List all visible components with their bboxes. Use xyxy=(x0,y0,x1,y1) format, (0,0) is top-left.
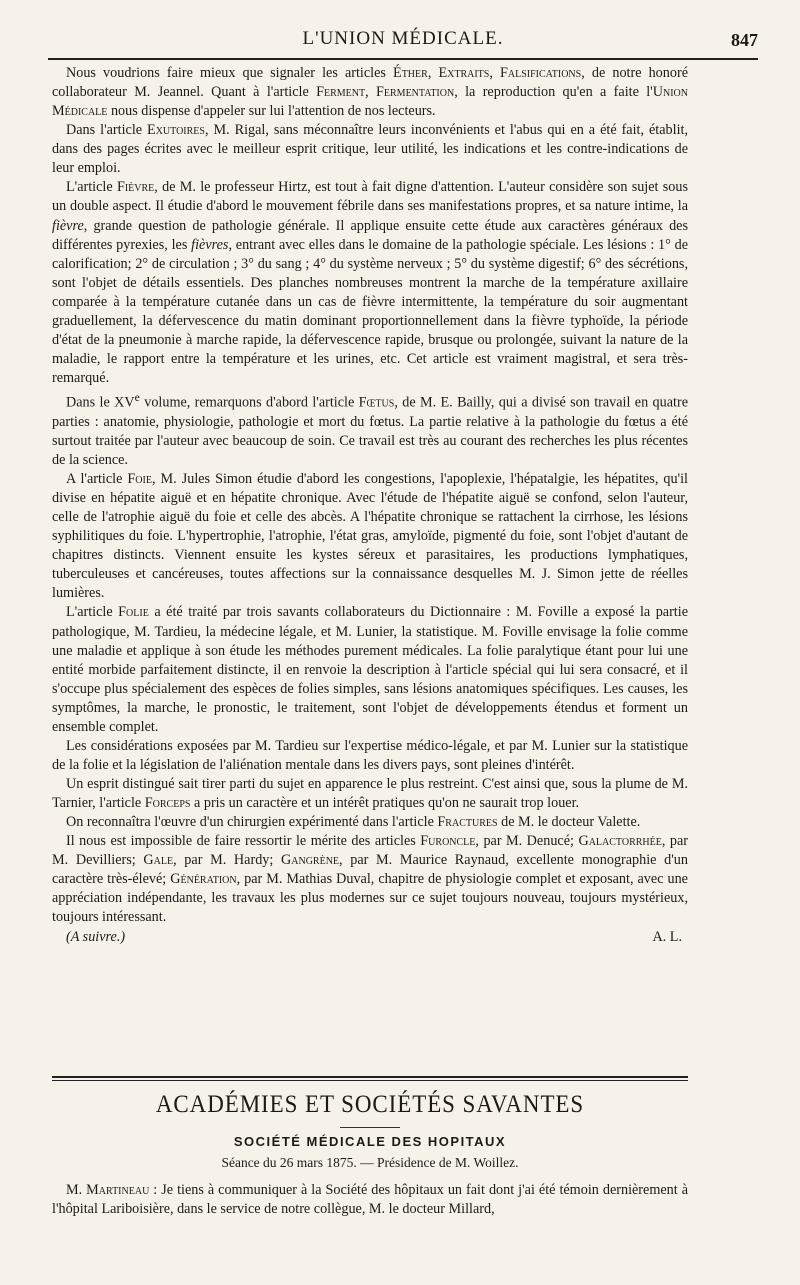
continuation-note: (A suivre.) xyxy=(66,928,126,945)
text-run: , de M. le professeur Hirtz, est tout à fait digne d'attention. L'auteur considère son sujet sous un double aspect. Il étudie d'abord le mouvement fébrile dans ses manifestations propres, et sa nature intime, la xyxy=(52,179,688,215)
article-term: Forceps xyxy=(144,795,191,812)
title-rule xyxy=(340,1127,400,1128)
opening-paragraph xyxy=(52,1181,688,1219)
article-term: Union Médicale xyxy=(52,84,688,120)
text-run: , xyxy=(427,65,439,81)
paragraph xyxy=(52,737,688,775)
article-term: Extraits xyxy=(438,65,490,81)
page-number: 847 xyxy=(731,30,758,50)
text-run: L'article xyxy=(66,179,117,196)
article-term: Fermentation xyxy=(376,84,455,101)
society-title: SOCIÉTÉ MÉDICALE DES HOPITAUX xyxy=(233,1134,507,1149)
text-run: nous dispense d'appeler sur lui l'attention de nos lecteurs. xyxy=(107,103,436,120)
text-run: , de M. E. Bailly, qui a divisé son travail en quatre parties : anatomie, physiologie, pathologie et mort du fœtus. La partie relative à la pathologie du fœtus a été surtout traitée par l'auteur avec beaucoup de soin. Ce travail est très au courant des recherches les plus récentes de la science. xyxy=(52,394,688,468)
article-term: Gangrène xyxy=(281,852,340,869)
paragraph xyxy=(52,813,688,832)
text-run: , xyxy=(489,65,500,81)
emphasis: fièvres xyxy=(191,236,229,253)
text-run: L'article xyxy=(66,604,119,621)
article-term: Fièvre xyxy=(116,179,155,196)
text-run: , par M. Denucé; xyxy=(475,833,579,850)
text-run: Nous voudrions faire mieux que signaler les articles xyxy=(66,65,394,81)
text-run: , entrant avec elles dans le domaine de la pathologie spéciale. Les lésions : 1° de calorification; 2° de circulation ; 3° du sang ; 4° du système nerveux ; 5° du système digestif; 6° des sécrétions, sont l'objet de détails essentiels. Des planches nombreuses montrent la marche de la température axillaire comparée à la température cutanée dans un cas de fièvre intermittente, la température du soir augmentant graduellement, la défervescence du matin dominant proportionnellement dans la fièvre typhoïde, la période d'état de la pneumonie à marche rapide, la défervescence rapide, brusque ou prolongée, suivant la nature de la maladie, le rapport entre la température et les urines, etc. Cet article est vraiment magistral, et sera très-remarqué. xyxy=(52,236,688,386)
paragraph xyxy=(52,775,688,813)
text-run: , grande question de pathologie générale. Il applique ensuite cette étude aux caractères généraux des différentes pyrexies, les xyxy=(52,217,688,253)
paragraph xyxy=(52,388,688,470)
text-run: On reconnaîtra l'œuvre d'un chirurgien expérimenté dans l'article xyxy=(66,814,438,831)
text-run: M. xyxy=(66,1182,87,1198)
paragraph xyxy=(52,121,688,178)
text-run: volume, remarquons d'abord l'article xyxy=(139,394,359,411)
text-run: Les considérations exposées par M. Tardieu sur l'expertise médico-légale, et par M. Lunier sur la statistique de la folie et la législation de l'aliénation mentale dans les divers pays, sont pleines d'intérêt. xyxy=(52,737,688,773)
text-run: Il nous est impossible de faire ressortir le mérite des articles xyxy=(66,833,421,850)
article-term: Ferment xyxy=(316,84,366,101)
text-run: , par M. Maurice Raynaud, excellente monographie d'un caractère très-élevé; xyxy=(52,852,688,888)
paragraph xyxy=(52,178,688,388)
text-run: A l'article xyxy=(66,471,128,488)
article-term: Fœtus xyxy=(358,394,395,411)
session-line: Séance du 26 mars 1875. — Présidence de M. Woillez. xyxy=(221,1155,519,1170)
article-term: Gale xyxy=(143,852,174,869)
paragraph xyxy=(52,832,688,927)
article-term: Exutoires xyxy=(147,122,205,139)
article-term: Fractures xyxy=(437,814,498,831)
text-run: , xyxy=(365,84,377,101)
article-term: Éther xyxy=(393,65,428,81)
text-run: a été traité par trois savants collaborateurs du Dictionnaire : M. Foville a exposé la partie pathologique, M. Tardieu, la médecine légale, et M. Lunier, la statistique. M. Foville envisage la folie comme une maladie et applique à son étude les méthodes purement médicales. La folie paralytique étant pour lui une entité morbide parfaitement distincte, il en renvoie la description à l'article spécial qui lui sera consacré, et il s'occupe plus spécialement des espèces de folies simples, sans lésions anatomiques spécifiques. Les causes, les symptômes, la marche, le pronostic, le traitement, sont l'objet de développements étendus et forment un ensemble complet. xyxy=(52,604,688,735)
byline xyxy=(52,928,688,947)
running-head xyxy=(48,22,758,62)
text-run: de M. le docteur Valette. xyxy=(497,814,641,831)
superscript: e xyxy=(134,390,140,405)
article-term: Martineau xyxy=(86,1182,150,1198)
section-title: ACADÉMIES ET SOCIÉTÉS SAVANTES xyxy=(155,1091,585,1118)
article-term: Falsifications xyxy=(499,65,582,81)
section-body xyxy=(52,1181,688,1219)
article-term: Génération xyxy=(170,871,237,888)
paragraph xyxy=(52,603,688,736)
paragraph-list xyxy=(52,64,688,928)
article-term: Foie xyxy=(127,471,152,488)
article-term: Folie xyxy=(118,604,149,621)
section-rule xyxy=(52,1076,688,1081)
emphasis: fièvre xyxy=(52,217,84,234)
text-run: : Je tiens à communiquer à la Société des hôpitaux un fait dont j'ai été témoin dernièrement à l'hôpital Lariboisière, dans le service de notre collègue, M. le docteur Millard, xyxy=(52,1182,688,1218)
article-term: Galactorrhée xyxy=(578,833,662,850)
text-run: a pris un caractère et un intérêt pratiques qu'on ne saurait trop louer. xyxy=(190,795,580,812)
article-term: Furoncle xyxy=(420,833,476,850)
text-run: , M. Jules Simon étudie d'abord les congestions, l'apoplexie, l'hépatalgie, les hépatites, qu'il divise en hépatite aiguë et en hépatite chronique. Avec l'étude de l'hépatite aiguë se confond, selon l'auteur, celle de l'atrophie aiguë du foie et celle des abcès. A l'hépatite chronique se rattachent la cirrhose, les lésions syphilitiques du foie. L'hypertrophie, l'atrophie, l'état gras, amyloïde, pigmenté du foie, sont l'objet d'autant de chapitres distincts. Viennent ensuite les kystes séreux et parasitaires, les productions lymphatiques, tuberculeuses et cancéreuses, toutes affections sur la connaissance desquelles M. J. Simon jette de réelles lumières. xyxy=(52,471,688,602)
text-run: , la reproduction qu'en a faite l' xyxy=(454,84,653,101)
author-initials: A. L. xyxy=(652,928,682,945)
academies-section xyxy=(52,1076,688,1219)
text-run: Dans le XV xyxy=(66,394,135,411)
text-run: , M. Rigal, sans méconnaître leurs inconvénients et l'abus qui en a été fait, établit, dans des pages écrites avec le meilleur esprit critique, leur utilité, les indications et les contre-indications de leur emploi. xyxy=(52,122,689,177)
text-run: , par M. Mathias Duval, chapitre de physiologie complet et exposant, avec une appréciation indépendante, les travaux les plus modernes sur ce sujet toujours nouveau, toujours mystérieux, toujours intéressant. xyxy=(52,871,688,926)
paragraph xyxy=(52,470,688,603)
article-body xyxy=(52,64,688,947)
paragraph xyxy=(52,64,688,121)
text-run: , par M. Hardy; xyxy=(173,852,281,869)
text-run: Dans l'article xyxy=(66,122,148,139)
running-title: L'UNION MÉDICALE. xyxy=(302,28,504,49)
text-run: , par M. Devilliers; xyxy=(52,833,689,869)
text-run: Un esprit distingué sait tirer parti du sujet en apparence le plus restreint. C'est ainsi que, sous la plume de M. Tarnier, l'article xyxy=(52,776,688,812)
header-rule xyxy=(48,58,758,60)
text-run: , de notre honoré collaborateur M. Jeannel. Quant à l'article xyxy=(52,65,688,101)
